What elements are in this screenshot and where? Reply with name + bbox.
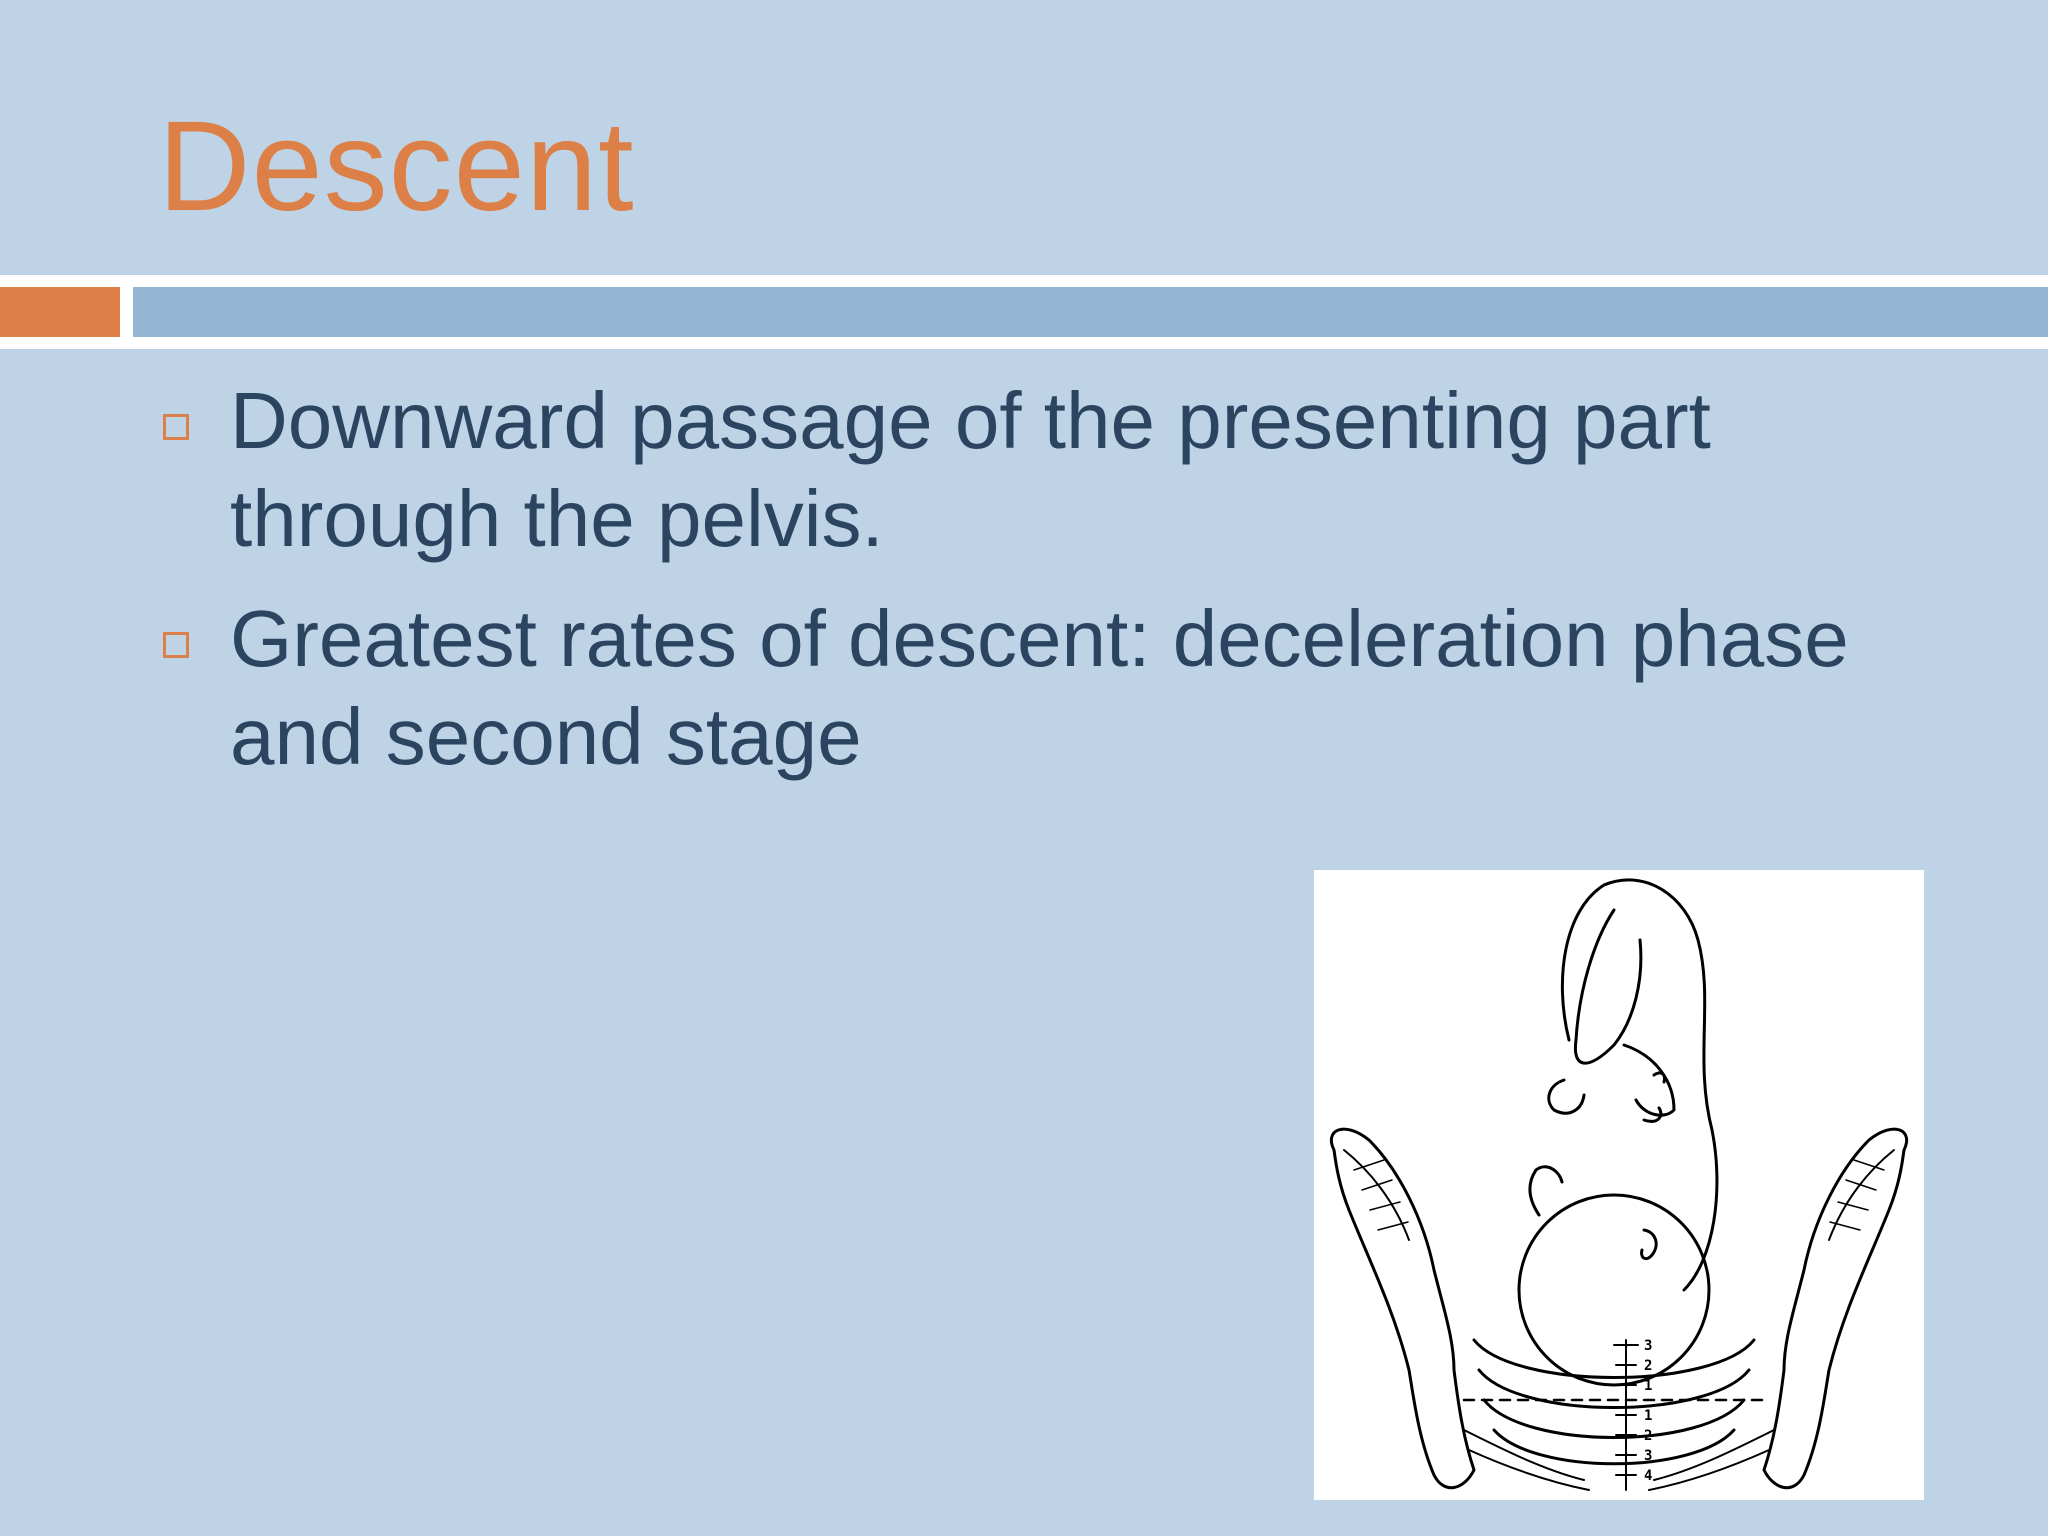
fetal-head: [1519, 1195, 1709, 1385]
station-label: 2: [1644, 1358, 1653, 1374]
station-label: 1: [1644, 1408, 1653, 1424]
fetal-descent-drawing: [1314, 870, 1924, 1500]
bullet-text: Downward passage of the presenting part through the pelvis.: [230, 376, 1711, 563]
fetal-ear: [1642, 1230, 1657, 1259]
bullet-text: Greatest rates of descent: deceleration phase and second stage: [230, 594, 1849, 781]
fetal-face: [1530, 1167, 1562, 1215]
station-label: 4: [1644, 1468, 1653, 1484]
fetal-arm-left: [1549, 1080, 1584, 1113]
bullet-item: [160, 372, 1990, 568]
station-arc: [1494, 1430, 1734, 1464]
left-iliac-bone: [1331, 1129, 1474, 1488]
title-divider-bar: [133, 287, 2048, 337]
fetal-arm: [1624, 1045, 1674, 1115]
bullet-list: [160, 372, 1990, 808]
right-iliac-bone: [1764, 1129, 1907, 1488]
title-divider-accent: [0, 287, 120, 337]
fetal-descent-illustration: [1314, 870, 1924, 1500]
fetal-back-line: [1575, 910, 1640, 1063]
square-bullet-icon: [163, 632, 189, 658]
station-arc: [1479, 1370, 1749, 1408]
right-iliac-crest: [1829, 1150, 1894, 1240]
station-label: 3: [1644, 1338, 1653, 1354]
station-label: 2: [1644, 1428, 1653, 1444]
square-bullet-icon: [163, 414, 189, 440]
slide-title: Descent: [158, 95, 635, 238]
station-arc: [1484, 1400, 1744, 1438]
left-iliac-crest: [1344, 1150, 1409, 1240]
bullet-item: [160, 590, 1990, 786]
station-label: 3: [1644, 1448, 1653, 1464]
station-label: 1: [1644, 1378, 1653, 1394]
